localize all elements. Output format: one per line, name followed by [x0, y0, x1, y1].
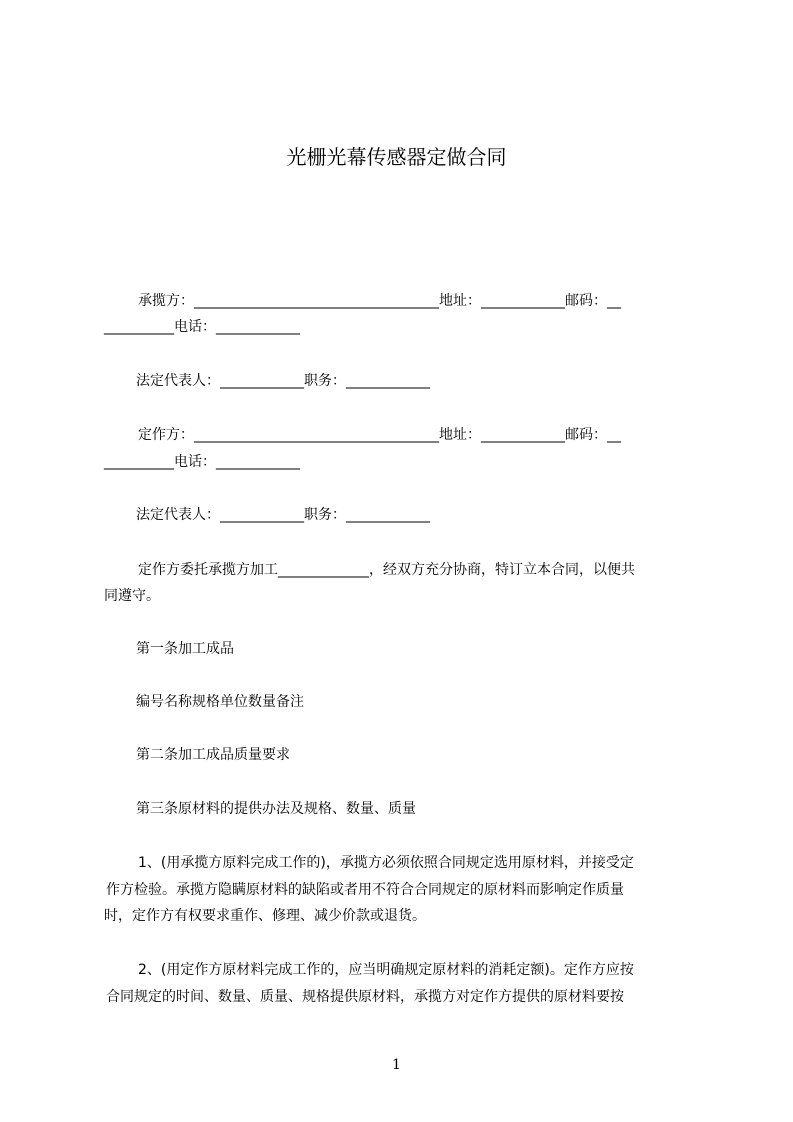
client-phone-line: __________电话：____________	[104, 454, 300, 470]
clause-2-line-2: 合同规定的时间、数量、质量、规格提供原材料，承揽方对定作方提供的原材料要按	[106, 989, 624, 1005]
article-2-heading: 第二条加工成品质量要求	[136, 747, 290, 763]
clause-1-line-2: 作方检验。承揽方隐瞒原材料的缺陷或者用不符合合同规定的原材料而影响定作质量	[106, 882, 624, 898]
clause-1-line-3: 时，定作方有权要求重作、修理、减少价款或退货。	[104, 908, 426, 924]
intro-paragraph-line-1: 定作方委托承揽方加工_____________，经双方充分协商，特订立本合同，以便共	[138, 562, 635, 578]
clause-1-line-1: 1、(用承揽方原料完成工作的)，承揽方必须依照合同规定选用原材料，并接受定	[138, 855, 634, 871]
client-line: 定作方：___________________________________地址：____________邮码：__	[138, 427, 621, 443]
document-title: 光栅光幕传感器定做合同	[286, 145, 507, 169]
article-1-heading: 第一条加工成品	[136, 641, 234, 657]
article-3-heading: 第三条原材料的提供办法及规格、数量、质量	[136, 801, 416, 817]
page-number: 1	[392, 1057, 401, 1073]
client-representative-line: 法定代表人：____________职务：____________	[136, 507, 430, 523]
article-1-columns: 编号名称规格单位数量备注	[136, 694, 304, 710]
clause-2-line-1: 2、(用定作方原材料完成工作的，应当明确规定原材料的消耗定额)。定作方应按	[138, 962, 634, 978]
contractor-phone-line: __________电话：____________	[104, 319, 300, 335]
contractor-representative-line: 法定代表人：____________职务：____________	[136, 373, 430, 389]
contractor-line: 承揽方：___________________________________地址：____________邮码：__	[138, 293, 621, 309]
intro-paragraph-line-2: 同遵守。	[104, 588, 160, 604]
